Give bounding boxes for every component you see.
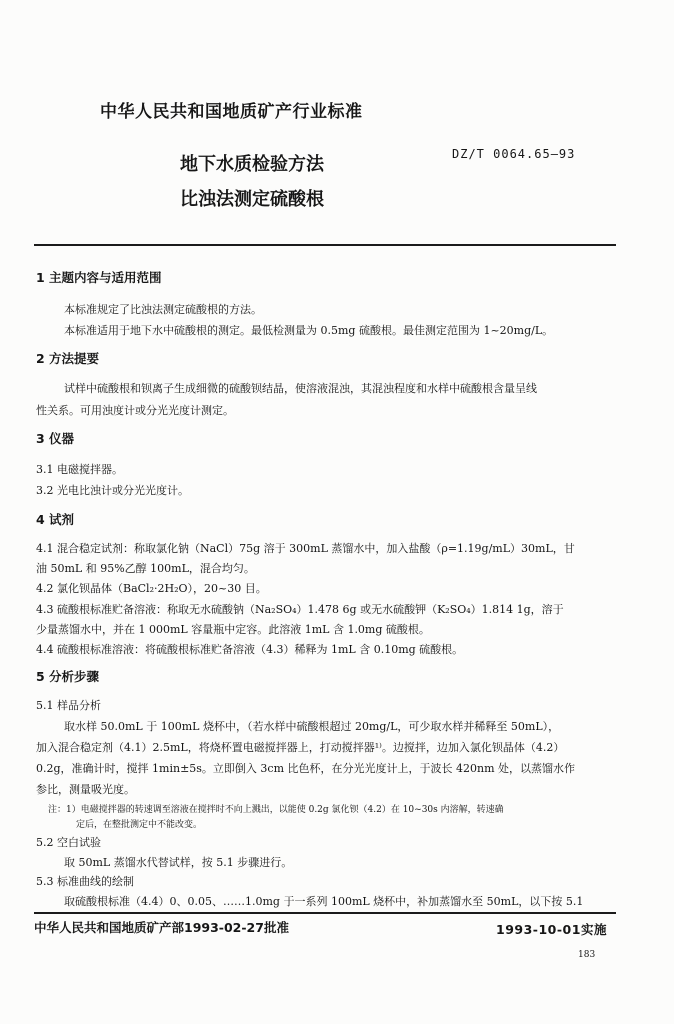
section-2-heading: 2 方法提要 (36, 351, 100, 366)
section-3-heading: 3 仪器 (36, 431, 75, 446)
footnote-line-1: 注：1）电磁搅拌器的转速调至溶液在搅拌时不向上溅出，以能使 0.2g 氯化钡（4.2）在 10~30s 内溶解，转速确 (48, 805, 504, 815)
section-4-heading: 4 试剂 (36, 512, 75, 527)
section-3-item-1: 3.1 电磁搅拌器。 (36, 463, 123, 476)
subsection-5-3-text: 取硫酸根标准（4.4）0、0.05、……1.0mg 于一系列 100mL 烧杯中，补加蒸馏水至 50mL，以下按 5.1 (64, 895, 584, 908)
footnote-line-2: 定后，在整批测定中不能改变。 (76, 820, 203, 830)
section-5-heading: 5 分析步骤 (36, 669, 100, 684)
subsection-5-1-heading: 5.1 样品分析 (36, 699, 101, 712)
section-1-paragraph-1: 本标准规定了比浊法测定硫酸根的方法。 (64, 303, 262, 316)
section-4-item-3-line-1: 4.3 硫酸根标准贮备溶液：称取无水硫酸钠（Na₂SO₄）1.478 6g 或无水硫酸钾（K₂SO₄）1.814 1g，溶于 (36, 603, 564, 616)
section-3-item-2: 3.2 光电比浊计或分光光度计。 (36, 484, 189, 497)
page-number: 183 (578, 950, 596, 960)
section-4-item-4: 4.4 硫酸根标准溶液：将硫酸根标准贮备溶液（4.3）稀释为 1mL 含 0.10mg 硫酸根。 (36, 643, 464, 656)
subsection-5-3-heading: 5.3 标准曲线的绘制 (36, 875, 134, 888)
standard-code: DZ/T 0064.65—93 (452, 147, 576, 161)
implementation-date: 1993-10-01实施 (496, 922, 607, 937)
section-1-heading: 1 主题内容与适用范围 (36, 270, 162, 285)
section-4-item-3-line-2: 少量蒸馏水中，并在 1 000mL 容量瓶中定容。此溶液 1mL 含 1.0mg 硫酸根。 (36, 623, 430, 636)
document-title-line2: 比浊法测定硫酸根 (180, 189, 324, 210)
subsection-5-1-line-1: 取水样 50.0mL 于 100mL 烧杯中，（若水样中硫酸根超过 20mg/L，可少取水样并稀释至 50mL）， (64, 720, 560, 733)
footer-rule (34, 912, 616, 914)
document-title-line1: 地下水质检验方法 (180, 154, 324, 175)
org-standard-title: 中华人民共和国地质矿产行业标准 (100, 102, 363, 122)
section-2-paragraph-2: 性关系。可用浊度计或分光光度计测定。 (36, 404, 234, 417)
section-4-item-2: 4.2 氯化钡晶体（BaCl₂·2H₂O），20~30 目。 (36, 582, 267, 595)
subsection-5-2-text: 取 50mL 蒸馏水代替试样，按 5.1 步骤进行。 (64, 856, 293, 869)
section-1-paragraph-2: 本标准适用于地下水中硫酸根的测定。最低检测量为 0.5mg 硫酸根。最佳测定范围为 1~20mg/L。 (64, 324, 554, 337)
subsection-5-1-line-3: 0.2g，准确计时，搅拌 1min±5s。立即倒入 3cm 比色杯，在分光光度计上，于波长 420nm 处，以蒸馏水作 (36, 762, 576, 775)
subsection-5-1-line-2: 加入混合稳定剂（4.1）2.5mL，将烧杯置电磁搅拌器上，打动搅拌器¹⁾。边搅拌，边加入氯化钡晶体（4.2） (36, 741, 565, 754)
approval-statement: 中华人民共和国地质矿产部1993-02-27批准 (34, 920, 289, 935)
section-4-item-1-line-2: 油 50mL 和 95%乙醇 100mL，混合均匀。 (36, 562, 255, 575)
subsection-5-1-line-4: 参比，测量吸光度。 (36, 783, 135, 796)
header-rule (34, 244, 616, 246)
section-2-paragraph-1: 试样中硫酸根和钡离子生成细微的硫酸钡结晶，使溶液混浊，其混浊程度和水样中硫酸根含量呈线 (64, 382, 537, 395)
subsection-5-2-heading: 5.2 空白试验 (36, 836, 101, 849)
section-4-item-1-line-1: 4.1 混合稳定试剂：称取氯化钠（NaCl）75g 溶于 300mL 蒸馏水中，加入盐酸（ρ=1.19g/mL）30mL，甘 (36, 542, 575, 555)
